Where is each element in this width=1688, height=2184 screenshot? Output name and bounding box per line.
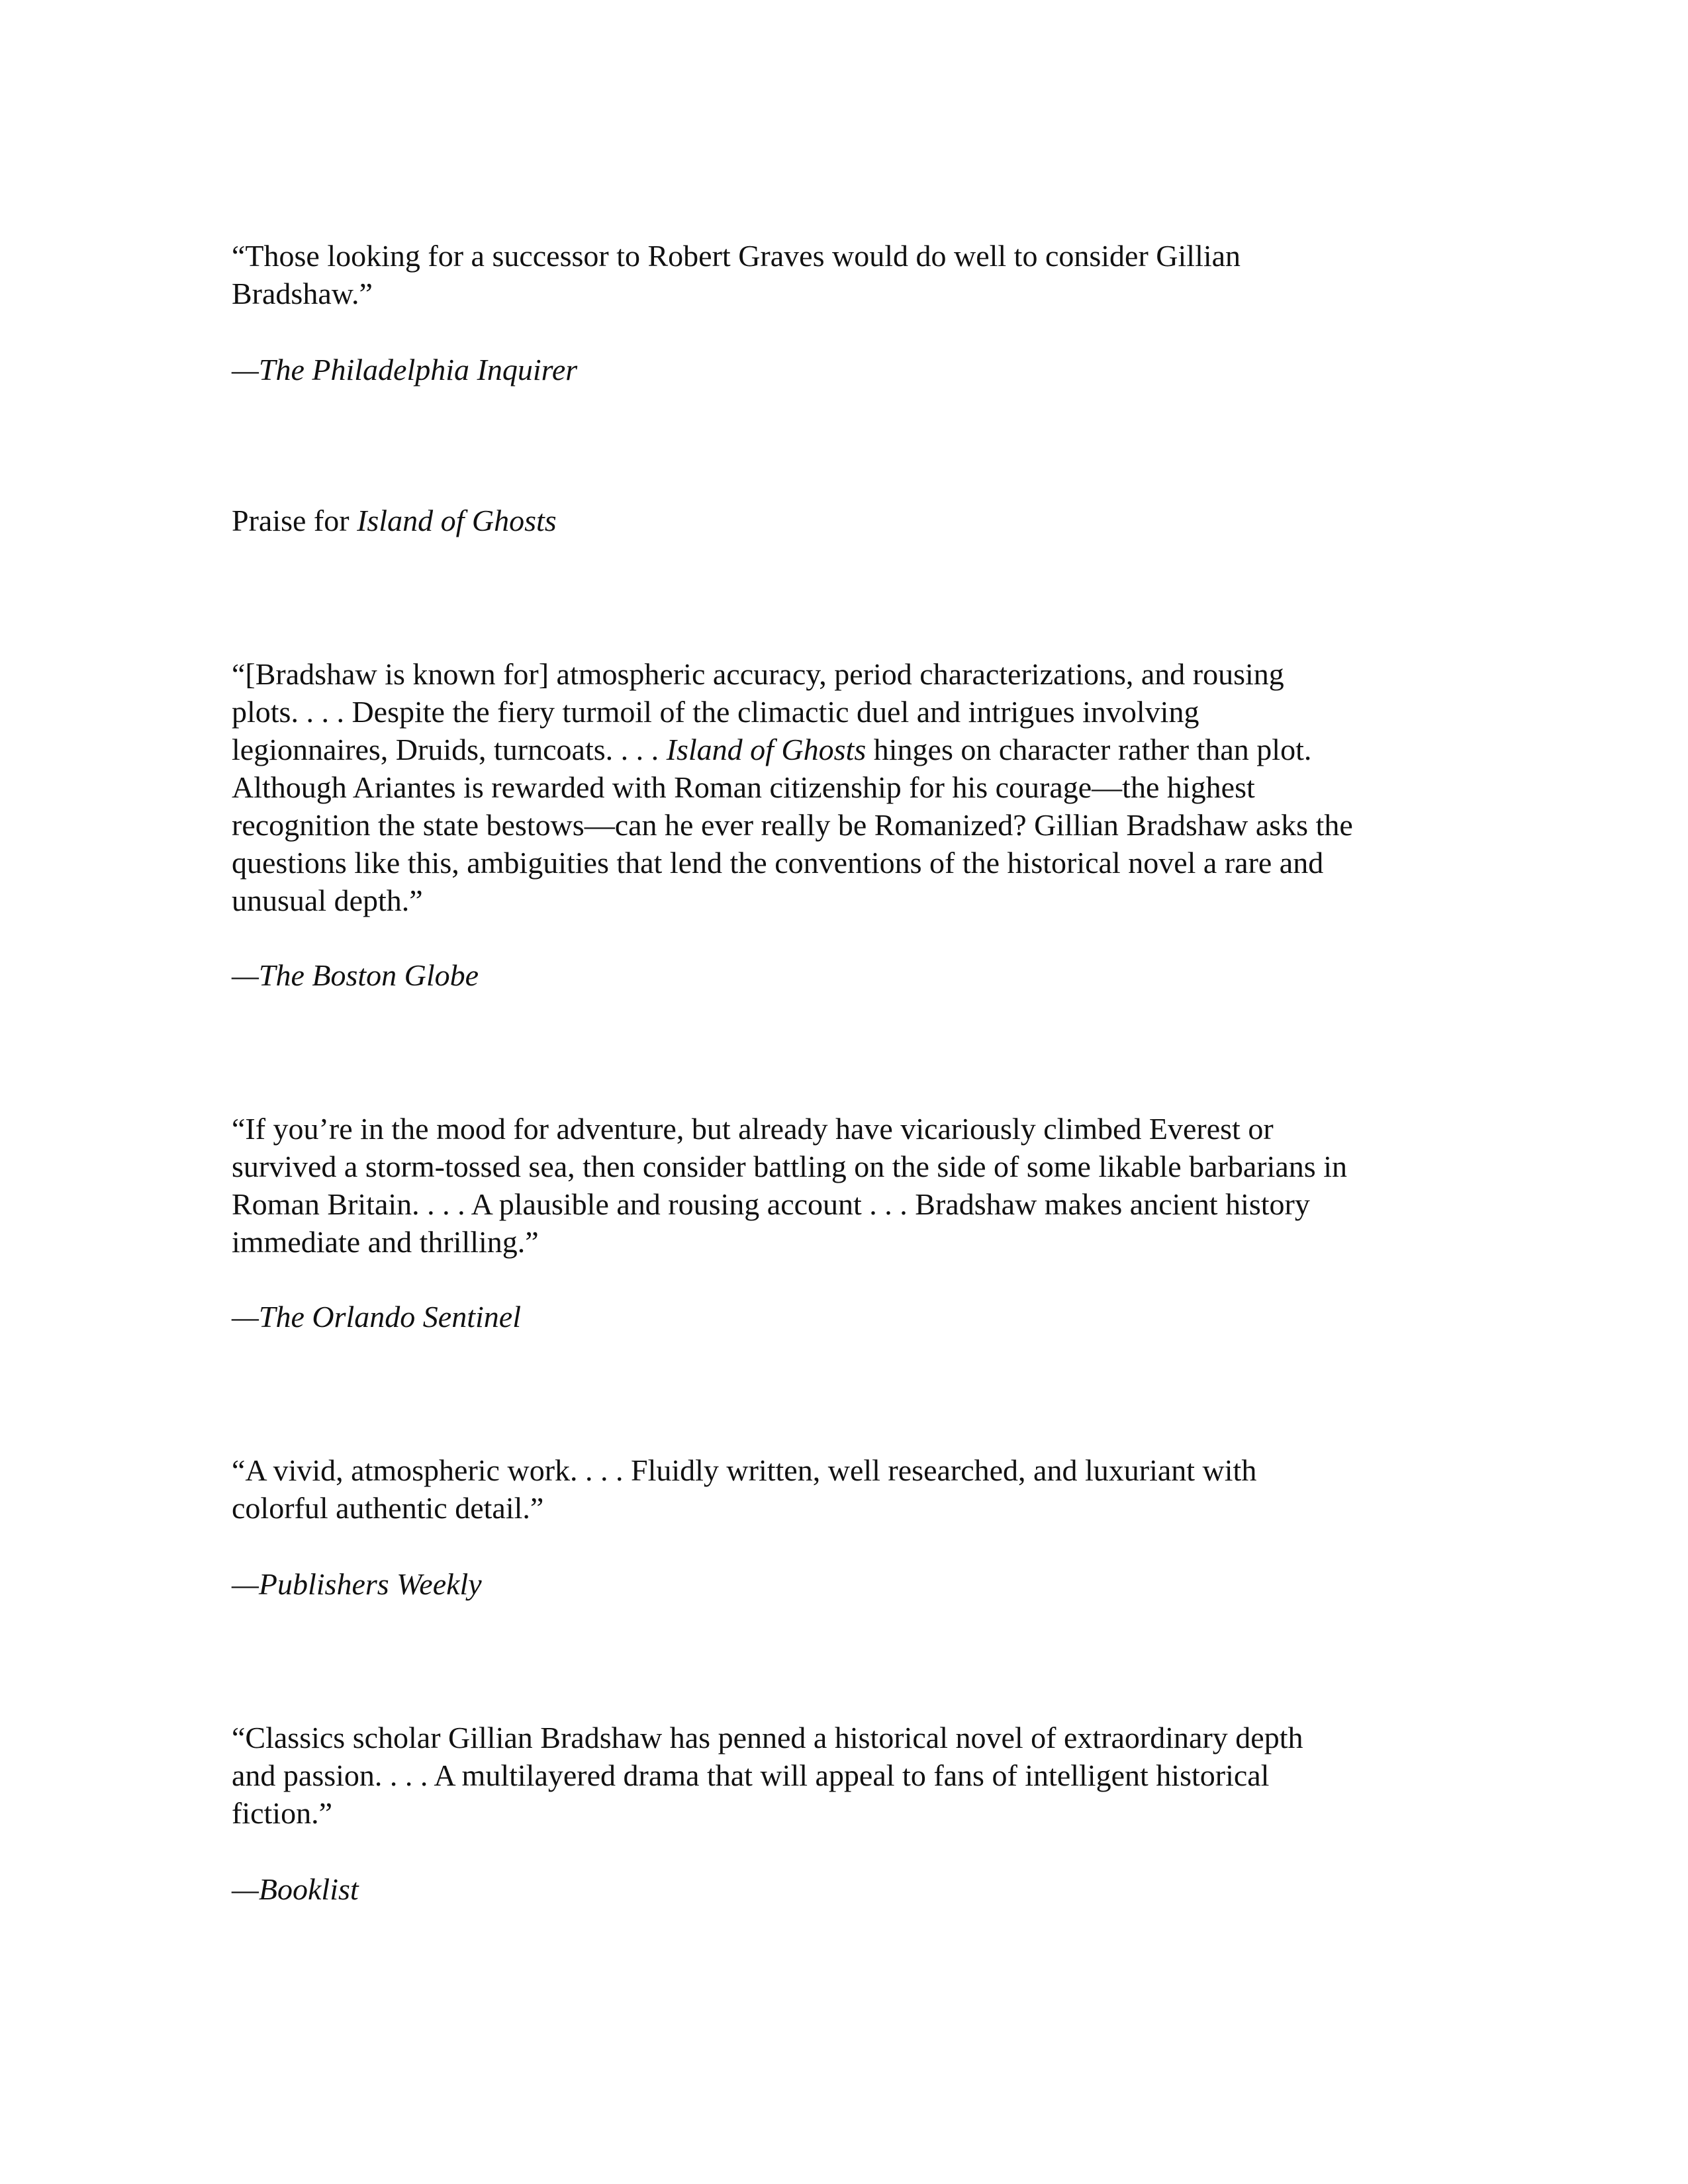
quote-booklist <box>232 1719 1476 1832</box>
quote-line: Roman Britain. . . . A plausible and rousing account . . . Bradshaw makes ancient history <box>232 1187 1310 1221</box>
source-orlando-sentinel: —The Orlando Sentinel <box>232 1300 521 1334</box>
quote-line: Bradshaw.” <box>232 277 373 310</box>
quote-line: recognition the state bestows—can he ever really be Romanized? Gillian Bradshaw asks the <box>232 808 1353 842</box>
quote-line: and passion. . . . A multilayered drama that will appeal to fans of intelligent historical <box>232 1758 1270 1792</box>
quote-line: unusual depth.” <box>232 884 423 917</box>
quote-publishers-weekly <box>232 1451 1476 1527</box>
quote-line: questions like this, ambiguities that lend the conventions of the historical novel a rare and <box>232 846 1324 880</box>
quote-line <box>232 731 1476 768</box>
quote-line-part: hinges on character rather than plot. <box>866 733 1312 766</box>
quote-orlando-sentinel <box>232 1110 1476 1261</box>
praise-heading-prefix: Praise for <box>232 504 357 537</box>
book-title: Island of Ghosts <box>357 504 557 537</box>
source-publishers-weekly: —Publishers Weekly <box>232 1567 482 1601</box>
quote-line: immediate and thrilling.” <box>232 1225 539 1259</box>
quote-line: “[Bradshaw is known for] atmospheric accuracy, period characterizations, and rousing <box>232 657 1284 691</box>
quote-line: “A vivid, atmospheric work. . . . Fluidly written, well researched, and luxuriant with <box>232 1453 1257 1487</box>
quote-line: “If you’re in the mood for adventure, but already have vicariously climbed Everest or <box>232 1112 1274 1146</box>
quote-line: Although Ariantes is rewarded with Roman citizenship for his courage—the highest <box>232 770 1255 804</box>
book-title-inline: Island of Ghosts <box>666 733 867 766</box>
quote-line: survived a storm-tossed sea, then consider battling on the side of some likable barbarians in <box>232 1150 1347 1183</box>
quote-line: “Classics scholar Gillian Bradshaw has penned a historical novel of extraordinary depth <box>232 1721 1303 1754</box>
quote-line: “Those looking for a successor to Robert Graves would do well to consider Gillian <box>232 239 1241 273</box>
source-booklist: —Booklist <box>232 1872 359 1906</box>
praise-heading <box>232 502 1476 539</box>
source-philadelphia-inquirer: —The Philadelphia Inquirer <box>232 353 578 387</box>
quote-philadelphia-inquirer <box>232 237 1476 312</box>
quote-line: fiction.” <box>232 1796 332 1830</box>
source-boston-globe: —The Boston Globe <box>232 958 479 992</box>
quote-line: plots. . . . Despite the fiery turmoil of the climactic duel and intrigues involving <box>232 695 1199 729</box>
quote-line: colorful authentic detail.” <box>232 1491 544 1525</box>
quote-line-part: legionnaires, Druids, turncoats. . . . <box>232 733 667 766</box>
quote-boston-globe <box>232 655 1476 919</box>
